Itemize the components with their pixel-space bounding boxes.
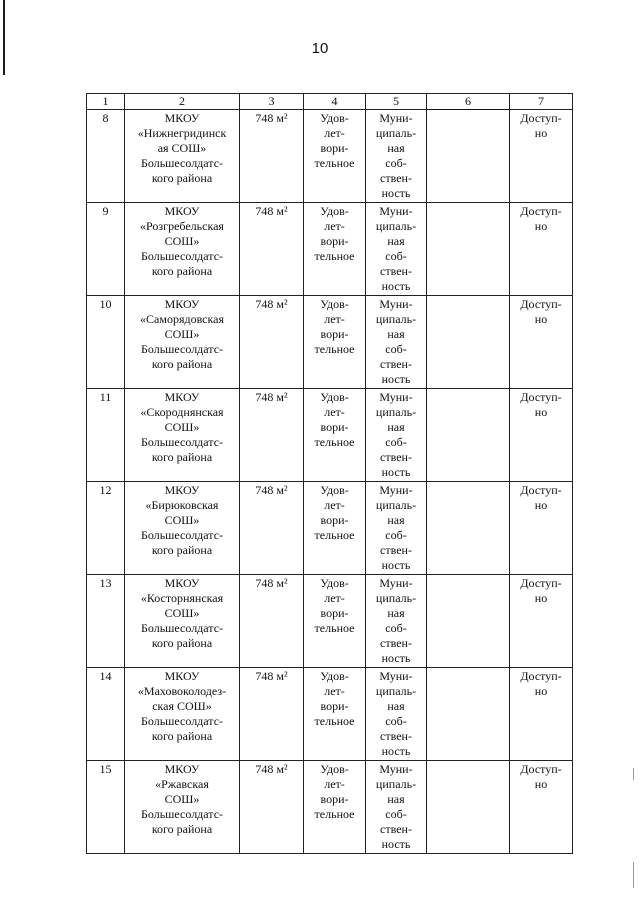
institution-name xyxy=(125,110,240,203)
institution-name-line: ая СОШ» xyxy=(157,141,207,155)
ownership-value-line: ципаль- xyxy=(375,405,417,419)
institution-name xyxy=(125,575,240,668)
ownership-value-line: ность xyxy=(381,651,411,665)
condition-value-line: тельное xyxy=(314,621,355,635)
table-header-row xyxy=(87,94,573,110)
institution-name-line: МКОУ xyxy=(164,111,200,125)
column-header-5: 5 xyxy=(366,94,427,110)
accessibility-value xyxy=(510,668,573,761)
condition-value-line: вори- xyxy=(320,141,349,155)
ownership-value-line: ная xyxy=(387,141,405,155)
ownership-value-line: Муни- xyxy=(379,297,413,311)
ownership-value xyxy=(366,389,427,482)
accessibility-value-line: но xyxy=(534,126,548,140)
column-header-2: 2 xyxy=(125,94,240,110)
accessibility-value-line: Доступ- xyxy=(520,669,562,683)
institution-name-line: Большесолдатс- xyxy=(140,807,224,821)
condition-value-line: Удов- xyxy=(320,483,349,497)
accessibility-value-line: но xyxy=(534,591,548,605)
condition-value-line: тельное xyxy=(314,714,355,728)
ownership-value-line: соб- xyxy=(385,435,407,449)
ownership-value-line: ность xyxy=(381,558,411,572)
institution-name-line: Большесолдатс- xyxy=(140,435,224,449)
institution-name-line: «Скороднянская xyxy=(140,405,224,419)
accessibility-value-line: Доступ- xyxy=(520,390,562,404)
accessibility-value xyxy=(510,575,573,668)
institution-name-line: Большесолдатс- xyxy=(140,714,224,728)
institution-name-line: МКОУ xyxy=(164,390,200,404)
institution-name-line: кого района xyxy=(151,543,213,557)
ownership-value-line: ная xyxy=(387,327,405,341)
condition-value xyxy=(304,668,366,761)
table-row xyxy=(87,203,573,296)
column-6-value xyxy=(427,668,510,761)
ownership-value xyxy=(366,761,427,854)
ownership-value-line: ствен- xyxy=(380,543,412,557)
table-row xyxy=(87,575,573,668)
row-number: 10 xyxy=(87,296,125,389)
document-table xyxy=(86,93,573,854)
institution-name-line: Большесолдатс- xyxy=(140,156,224,170)
ownership-value xyxy=(366,668,427,761)
ownership-value-line: соб- xyxy=(385,714,407,728)
ownership-value-line: ная xyxy=(387,234,405,248)
accessibility-value xyxy=(510,389,573,482)
accessibility-value-line: Доступ- xyxy=(520,483,562,497)
institution-name-line: «Бирюковская xyxy=(145,498,219,512)
condition-value-line: лет- xyxy=(324,777,345,791)
ownership-value-line: ципаль- xyxy=(375,777,417,791)
condition-value-line: Удов- xyxy=(320,204,349,218)
accessibility-value-line: но xyxy=(534,312,548,326)
institution-name xyxy=(125,389,240,482)
ownership-value-line: ность xyxy=(381,279,411,293)
table-row xyxy=(87,668,573,761)
ownership-value-line: ность xyxy=(381,186,411,200)
ownership-value-line: ность xyxy=(381,465,411,479)
row-number: 14 xyxy=(87,668,125,761)
ownership-value-line: ципаль- xyxy=(375,684,417,698)
condition-value xyxy=(304,110,366,203)
accessibility-value-line: но xyxy=(534,777,548,791)
column-header-7: 7 xyxy=(510,94,573,110)
condition-value-line: Удов- xyxy=(320,576,349,590)
table-row xyxy=(87,389,573,482)
institution-name-line: МКОУ xyxy=(164,669,200,683)
institution-name-line: кого района xyxy=(151,171,213,185)
institution-name-line: «Ржавская xyxy=(155,777,209,791)
condition-value-line: тельное xyxy=(314,342,355,356)
institution-name-line: СОШ» xyxy=(164,513,200,527)
ownership-value-line: соб- xyxy=(385,156,407,170)
condition-value-line: Удов- xyxy=(320,297,349,311)
ownership-value-line: ность xyxy=(381,837,411,851)
condition-value-line: лет- xyxy=(324,405,345,419)
ownership-value-line: ствен- xyxy=(380,636,412,650)
column-6-value xyxy=(427,203,510,296)
ownership-value-line: ципаль- xyxy=(375,591,417,605)
ownership-value-line: ствен- xyxy=(380,450,412,464)
condition-value-line: вори- xyxy=(320,420,349,434)
condition-value-line: Удов- xyxy=(320,111,349,125)
condition-value-line: лет- xyxy=(324,312,345,326)
column-6-value xyxy=(427,296,510,389)
institution-name-line: Большесолдатс- xyxy=(140,621,224,635)
institution-name-line: кого района xyxy=(151,264,213,278)
area-value: 748 м² xyxy=(240,203,304,296)
accessibility-value-line: Доступ- xyxy=(520,111,562,125)
institution-name xyxy=(125,668,240,761)
row-number: 13 xyxy=(87,575,125,668)
ownership-value-line: соб- xyxy=(385,342,407,356)
condition-value-line: вори- xyxy=(320,699,349,713)
ownership-value-line: соб- xyxy=(385,528,407,542)
row-number: 8 xyxy=(87,110,125,203)
ownership-value-line: Муни- xyxy=(379,669,413,683)
ownership-value-line: ствен- xyxy=(380,729,412,743)
condition-value-line: вори- xyxy=(320,792,349,806)
institution-name-line: кого района xyxy=(151,729,213,743)
institution-name-line: Большесолдатс- xyxy=(140,342,224,356)
institution-name-line: «Нижнегридинск xyxy=(137,126,227,140)
row-number: 9 xyxy=(87,203,125,296)
institution-name-line: ская СОШ» xyxy=(152,699,212,713)
institution-name-line: СОШ» xyxy=(164,327,200,341)
area-value: 748 м² xyxy=(240,575,304,668)
ownership-value-line: ность xyxy=(381,372,411,386)
ownership-value-line: ная xyxy=(387,699,405,713)
ownership-value-line: ципаль- xyxy=(375,498,417,512)
condition-value-line: тельное xyxy=(314,807,355,821)
ownership-value-line: Муни- xyxy=(379,483,413,497)
condition-value-line: тельное xyxy=(314,528,355,542)
ownership-value-line: соб- xyxy=(385,807,407,821)
accessibility-value-line: Доступ- xyxy=(520,297,562,311)
condition-value-line: лет- xyxy=(324,498,345,512)
institution-name xyxy=(125,203,240,296)
column-6-value xyxy=(427,389,510,482)
ownership-value-line: Муни- xyxy=(379,762,413,776)
institution-name-line: Большесолдатс- xyxy=(140,249,224,263)
ownership-value xyxy=(366,203,427,296)
accessibility-value xyxy=(510,482,573,575)
row-number: 12 xyxy=(87,482,125,575)
institution-name-line: СОШ» xyxy=(164,792,200,806)
table-row xyxy=(87,761,573,854)
ownership-value xyxy=(366,482,427,575)
column-6-value xyxy=(427,761,510,854)
area-value: 748 м² xyxy=(240,389,304,482)
institution-name-line: СОШ» xyxy=(164,420,200,434)
institution-name-line: «Саморядовская xyxy=(140,312,224,326)
institution-name-line: СОШ» xyxy=(164,606,200,620)
ownership-value-line: ципаль- xyxy=(375,126,417,140)
accessibility-value xyxy=(510,296,573,389)
ownership-value-line: соб- xyxy=(385,621,407,635)
ownership-value-line: ципаль- xyxy=(375,219,417,233)
institution-name-line: МКОУ xyxy=(164,483,200,497)
ownership-value-line: Муни- xyxy=(379,390,413,404)
table-row xyxy=(87,482,573,575)
area-value: 748 м² xyxy=(240,761,304,854)
accessibility-value-line: Доступ- xyxy=(520,204,562,218)
condition-value xyxy=(304,296,366,389)
ownership-value-line: Муни- xyxy=(379,111,413,125)
condition-value-line: вори- xyxy=(320,234,349,248)
scan-mark xyxy=(633,768,634,780)
column-header-1: 1 xyxy=(87,94,125,110)
accessibility-value xyxy=(510,110,573,203)
page-number: 10 xyxy=(311,40,329,57)
ownership-value-line: ципаль- xyxy=(375,312,417,326)
ownership-value xyxy=(366,296,427,389)
accessibility-value xyxy=(510,761,573,854)
ownership-value-line: ная xyxy=(387,606,405,620)
ownership-value-line: ная xyxy=(387,513,405,527)
institution-name xyxy=(125,482,240,575)
institution-name-line: МКОУ xyxy=(164,576,200,590)
condition-value xyxy=(304,482,366,575)
institution-name xyxy=(125,296,240,389)
accessibility-value-line: но xyxy=(534,405,548,419)
institution-name-line: МКОУ xyxy=(164,297,200,311)
area-value: 748 м² xyxy=(240,296,304,389)
institution-name-line: СОШ» xyxy=(164,234,200,248)
ownership-value-line: соб- xyxy=(385,249,407,263)
condition-value-line: вори- xyxy=(320,606,349,620)
condition-value-line: вори- xyxy=(320,513,349,527)
institution-name-line: Большесолдатс- xyxy=(140,528,224,542)
accessibility-value-line: но xyxy=(534,219,548,233)
condition-value-line: лет- xyxy=(324,126,345,140)
accessibility-value-line: Доступ- xyxy=(520,576,562,590)
institution-name-line: кого района xyxy=(151,357,213,371)
condition-value-line: Удов- xyxy=(320,762,349,776)
condition-value-line: тельное xyxy=(314,435,355,449)
condition-value-line: лет- xyxy=(324,219,345,233)
ownership-value-line: Муни- xyxy=(379,576,413,590)
institution-name-line: «Маховоколодез- xyxy=(137,684,227,698)
column-6-value xyxy=(427,482,510,575)
column-header-6: 6 xyxy=(427,94,510,110)
accessibility-value-line: но xyxy=(534,684,548,698)
ownership-value-line: ная xyxy=(387,792,405,806)
ownership-value-line: ность xyxy=(381,744,411,758)
condition-value xyxy=(304,389,366,482)
row-number: 15 xyxy=(87,761,125,854)
column-6-value xyxy=(427,110,510,203)
ownership-value xyxy=(366,110,427,203)
column-header-3: 3 xyxy=(240,94,304,110)
condition-value xyxy=(304,761,366,854)
condition-value-line: Удов- xyxy=(320,669,349,683)
ownership-value-line: ствен- xyxy=(380,264,412,278)
condition-value-line: тельное xyxy=(314,249,355,263)
ownership-value xyxy=(366,575,427,668)
area-value: 748 м² xyxy=(240,668,304,761)
condition-value xyxy=(304,575,366,668)
accessibility-value-line: Доступ- xyxy=(520,762,562,776)
institution-name-line: кого района xyxy=(151,636,213,650)
table-row xyxy=(87,110,573,203)
institution-name-line: «Розгребельская xyxy=(140,219,224,233)
condition-value-line: Удов- xyxy=(320,390,349,404)
condition-value-line: тельное xyxy=(314,156,355,170)
scan-left-edge xyxy=(3,0,5,75)
table-row xyxy=(87,296,573,389)
institution-name-line: кого района xyxy=(151,450,213,464)
condition-value-line: лет- xyxy=(324,684,345,698)
area-value: 748 м² xyxy=(240,482,304,575)
condition-value-line: вори- xyxy=(320,327,349,341)
ownership-value-line: ная xyxy=(387,420,405,434)
condition-value xyxy=(304,203,366,296)
ownership-value-line: ствен- xyxy=(380,171,412,185)
accessibility-value-line: но xyxy=(534,498,548,512)
area-value: 748 м² xyxy=(240,110,304,203)
column-6-value xyxy=(427,575,510,668)
institution-name-line: МКОУ xyxy=(164,204,200,218)
ownership-value-line: ствен- xyxy=(380,357,412,371)
table-body xyxy=(87,110,573,854)
ownership-value-line: Муни- xyxy=(379,204,413,218)
ownership-value-line: ствен- xyxy=(380,822,412,836)
institution-name-line: кого района xyxy=(151,822,213,836)
condition-value-line: лет- xyxy=(324,591,345,605)
institution-name xyxy=(125,761,240,854)
institution-name-line: МКОУ xyxy=(164,762,200,776)
institution-name-line: «Косторнянская xyxy=(140,591,224,605)
accessibility-value xyxy=(510,203,573,296)
column-header-4: 4 xyxy=(304,94,366,110)
row-number: 11 xyxy=(87,389,125,482)
scan-mark xyxy=(633,862,634,888)
